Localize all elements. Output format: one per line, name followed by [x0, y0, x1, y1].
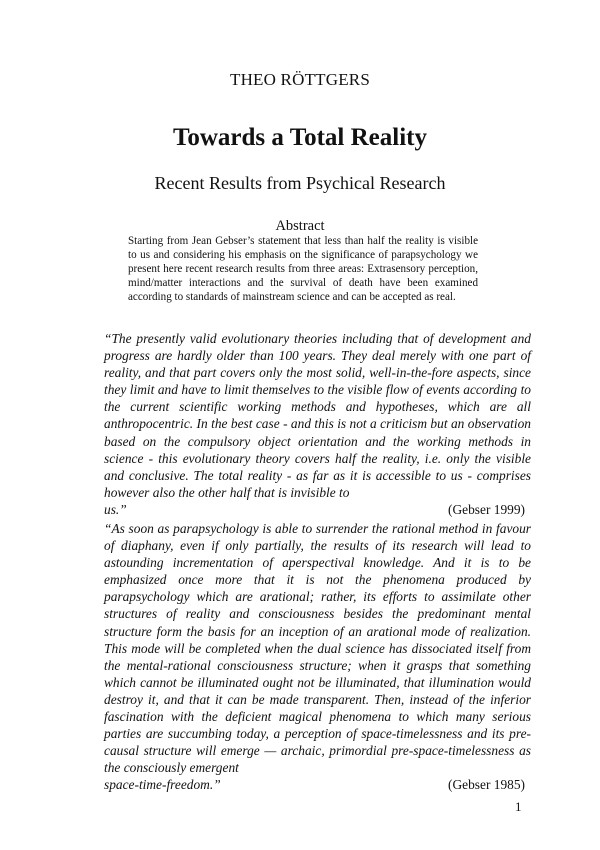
- quote-last-line: [104, 776, 531, 793]
- quote-text: “The presently valid evolutionary theories including that of development and progress are hardly older than 100 years. They deal merely with one part of reality, and that part covers only the most solid, well-in-the-fore aspects, since they limit and have to limit themselves to the visible flow of events according to the current scientific working methods and hypotheses, which are all anthropocentric. In the best case - and this is not a criticism but an observation based on the compulsory object orientation and the working methods in science - this evolutionary theory covers half the reality, i.e. only the visible and conclusive. The total reality - as far as it is accessible to us - comprises however also the other half that is invisible to: [104, 331, 531, 500]
- quote-citation: (Gebser 1985): [448, 777, 525, 793]
- epigraph-quote-1: [104, 330, 531, 518]
- abstract-text: Starting from Jean Gebser’s statement that less than half the reality is visible to us and considering his emphasis on the significance of parapsychology we present here recent research results from three areas: Extrasensory perception, mind/matter interactions and the survival of death have been examined according to standards of mainstream science and can be accepted as real.: [128, 235, 478, 303]
- quote-last-line: [104, 501, 531, 518]
- abstract-heading: Abstract: [275, 218, 325, 234]
- author-name: THEO RÖTTGERS: [229, 70, 370, 89]
- epigraph-quote-2: [104, 520, 531, 794]
- paper-subtitle: Recent Results from Psychical Research: [154, 173, 446, 193]
- quote-citation: (Gebser 1999): [448, 501, 525, 517]
- quote-text-end: space-time-freedom.”: [104, 777, 221, 793]
- paper-title: Towards a Total Reality: [173, 124, 427, 151]
- quote-text-end: us.”: [104, 501, 127, 517]
- page-number: 1: [515, 799, 522, 814]
- quote-text: “As soon as parapsychology is able to surrender the rational method in favour of diaphany, even if only partially, the results of its research will lead to astounding incrementation of aperspectival knowledge. And it is to be emphasized once more that it is not the phenomena produced by parapsychology which are arational; rather, its efforts to assimilate other structures of reality and consciousness besides the predominant mental structure form the basis for an inception of an arational mode of realization. This mode will be completed when the dual science has dissociated itself from the mental-rational consciousness structure; when it grasps that something which cannot be illuminated ought not be illuminated, that illumination would destroy it, and that it can be made transparent. Then, instead of the inferior fascination with the deficient magical phenomena to which many serious parties are succumbing today, a perception of space-timelessness and its pre-causal structure will emerge — archaic, primordial pre-space-timelessness as the consciously emergent: [104, 521, 531, 776]
